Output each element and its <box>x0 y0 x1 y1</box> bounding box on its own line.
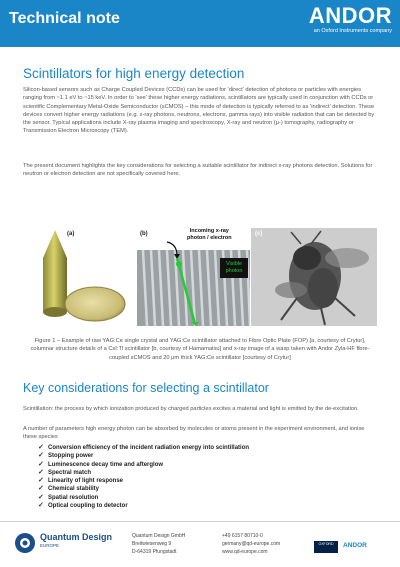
list-item <box>38 494 249 502</box>
andor-footer-logo: ANDOR <box>343 542 367 549</box>
incoming-photon-annotation <box>187 228 232 242</box>
list-item <box>38 485 249 493</box>
header-title: Technical note <box>9 10 120 27</box>
figure-caption: Figure 1 – Example of raw YAG:Ce single crystal and YAG:Ce scintillator attached to Fibre Optic Plate (FOP) [a, courtesy of Crytur], columnar structure details of a CsI:Tl scintillator [b, courtesy of Hamamatsu] and x-ray image of a wasp taken with Andor Zyla-HF fibre-coupled sCMOS and 20 μm thick YAG:Ce scintillator [courtesy of Crytur] <box>30 338 370 361</box>
list-item-label: Optical coupling to detector <box>48 503 128 510</box>
intro-paragraph-1: Silicon-based sensors such as Charge Coupled Devices (CCDs) can be used for ‘direct’ detection of photons or particles with energies ranging from ~1.1 eV to ~15 keV. In order to ‘see’ these higher energy radiations, scintillators are typically used in conjunction with CCDs or scientific Complementary Metal-Oxide Semiconductor (sCMOS) – this mode of detection is typically referred to as ‘indirect’ detection. These devices convert higher energy radiations (e.g. x-ray photons, neutrons, electrons, gamma rays) into visible radiation that can be detected by the sensor. Typical applications include X-ray plasma imaging and spectroscopy, X-ray and neutron (μ-) tomography, radiography or Transmission Electron Microscopy (TEM). <box>23 87 375 135</box>
andor-logo <box>309 4 392 35</box>
list-item <box>38 461 249 469</box>
intro-paragraph-2: The present document highlights the key considerations for selecting a suitable scintillator for indirect x-ray photons detection. Solutions for neutron or electron detection are not specifically covered here. <box>23 163 373 178</box>
page-title: Scintillators for high energy detection <box>23 66 245 81</box>
list-item-label: Conversion efficiency of the incident radiation energy into scintillation <box>48 445 250 451</box>
list-item-label: Chemical stability <box>48 486 100 493</box>
check-icon: ✓ <box>38 460 44 468</box>
andor-brand-name: ANDOR <box>308 3 392 28</box>
list-item-label: Luminescence decay time and afterglow <box>48 461 164 468</box>
contact-website-link[interactable]: www.qd-europe.com <box>222 549 268 555</box>
header-bar <box>0 0 400 47</box>
panel-c-label: (c) <box>255 231 263 237</box>
check-icon: ✓ <box>38 468 44 476</box>
address-line: Quantum Design GmbH <box>132 533 186 539</box>
wasp-xray-image <box>251 228 377 326</box>
list-item <box>38 444 249 452</box>
contact-phone: +49 6157 80710-0 <box>222 533 263 539</box>
andor-brand-sub: an Oxford Instruments company <box>313 28 392 34</box>
considerations-list <box>38 444 249 510</box>
check-icon: ✓ <box>38 452 44 460</box>
check-icon: ✓ <box>38 444 44 451</box>
crystal-and-fop-image <box>23 228 136 326</box>
list-item-label: Spatial resolution <box>48 494 99 501</box>
section-paragraph-2: A number of parameters high energy photon can be absorbed by molecules or atoms present in the experiment environment, and ionise these species <box>23 426 365 441</box>
panel-b-label: (b) <box>140 231 148 237</box>
visible-photon-line-2: photon <box>225 268 243 274</box>
quantum-design-mark-icon <box>14 532 36 554</box>
footer <box>0 521 400 567</box>
footer-contact <box>222 532 280 556</box>
quantum-design-name: Quantum Design <box>40 532 113 542</box>
incoming-photon-line-1: Incoming x-ray <box>189 228 229 234</box>
footer-address <box>132 532 185 556</box>
list-item <box>38 452 249 460</box>
check-icon: ✓ <box>38 477 44 485</box>
incoming-photon-line-2: photon / electron <box>187 235 232 241</box>
address-line: D-64319 Pfungstadt <box>132 549 177 555</box>
section-heading: Key considerations for selecting a scintillator <box>23 381 269 395</box>
list-item <box>38 502 249 510</box>
contact-email-link[interactable]: germany@qd-europe.com <box>222 541 281 547</box>
check-icon: ✓ <box>38 493 44 501</box>
figure-panel-a <box>23 228 136 326</box>
address-line: Breitwiesenweg 9 <box>132 541 172 547</box>
check-icon: ✓ <box>38 502 44 510</box>
section-paragraph-1: Scintillation: the process by which ionization produced by charged particles excites a material and light is emitted by the de-excitation. <box>23 406 359 412</box>
list-item-label: Stopping power <box>48 453 94 460</box>
check-icon: ✓ <box>38 485 44 493</box>
list-item-label: Spectral match <box>48 469 92 476</box>
oxford-instruments-logo: OXFORD <box>314 541 338 553</box>
list-item <box>38 469 249 477</box>
list-item-label: Linearity of light response <box>48 478 124 485</box>
visible-photon-line-1: Visible <box>225 261 243 267</box>
panel-a-label: (a) <box>67 231 75 237</box>
figure-panel-b <box>137 228 250 326</box>
list-item <box>38 477 249 485</box>
visible-photon-label <box>220 258 248 278</box>
figure-panel-c <box>251 228 377 326</box>
quantum-design-europe: EUROPE <box>40 543 60 548</box>
